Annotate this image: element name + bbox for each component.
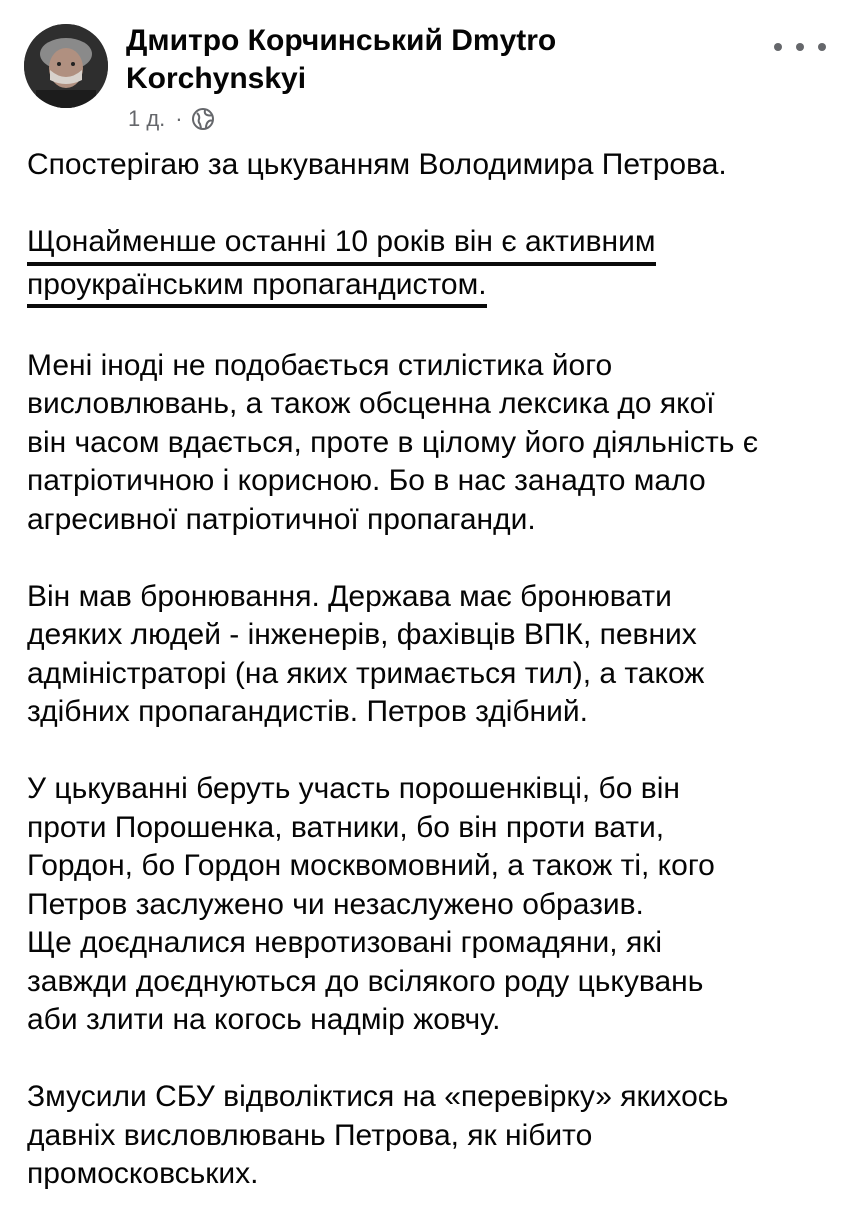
more-dot (818, 43, 826, 51)
underlined-line: проукраїнським пропагандистом. (27, 266, 487, 309)
post-meta (128, 104, 215, 134)
post-paragraph: Спостерігаю за цькуванням Володимира Петрова. (27, 148, 727, 181)
more-options-icon[interactable] (774, 32, 826, 62)
meta-separator: · (175, 106, 183, 131)
more-dot (796, 43, 804, 51)
post-paragraph: Змусили СБУ відволіктися на «перевірку» якихось давніх висловлювань Петрова, як нібито промосковських. (27, 1080, 729, 1190)
more-dot (774, 43, 782, 51)
underlined-line: Щонайменше останні 10 років він є активним (27, 223, 656, 266)
globe-icon[interactable] (191, 107, 215, 131)
post-paragraph: Мені іноді не подобається стилістика його висловлювань, а також обсценна лексика до якої він часом вдається, проте в цілому його діяльність є патріотичною і корисною. Бо в нас занадто мало агресивної патріотичної пропаганди. (27, 348, 759, 536)
author-name[interactable]: Дмитро Корчинський Dmytro Korchynskyi (126, 24, 557, 95)
post-paragraph-underlined (27, 223, 827, 308)
post-header (22, 20, 822, 140)
post-time[interactable]: 1 д. (128, 106, 166, 131)
post-body (27, 146, 827, 1232)
avatar-photo (24, 24, 108, 108)
post-paragraph: У цькуванні беруть участь порошенківці, бо він проти Порошенка, ватники, бо він проти вати, Гордон, бо Гордон москвомовний, а також ті, кого Петров заслужено чи незаслужено образив. Ще доєдналися невротизовані громадяни, які завжди доєднуються до всілякого роду цькувань аби злити на когось надмір жовчу. (27, 772, 715, 1036)
post-paragraph: Він мав бронювання. Держава має бронювати деяких людей - інженерів, фахівців ВПК, певних адміністраторі (на яких тримається тил), а також здібних пропагандистів. Петров здібний. (27, 579, 705, 728)
author-avatar[interactable] (24, 24, 108, 108)
